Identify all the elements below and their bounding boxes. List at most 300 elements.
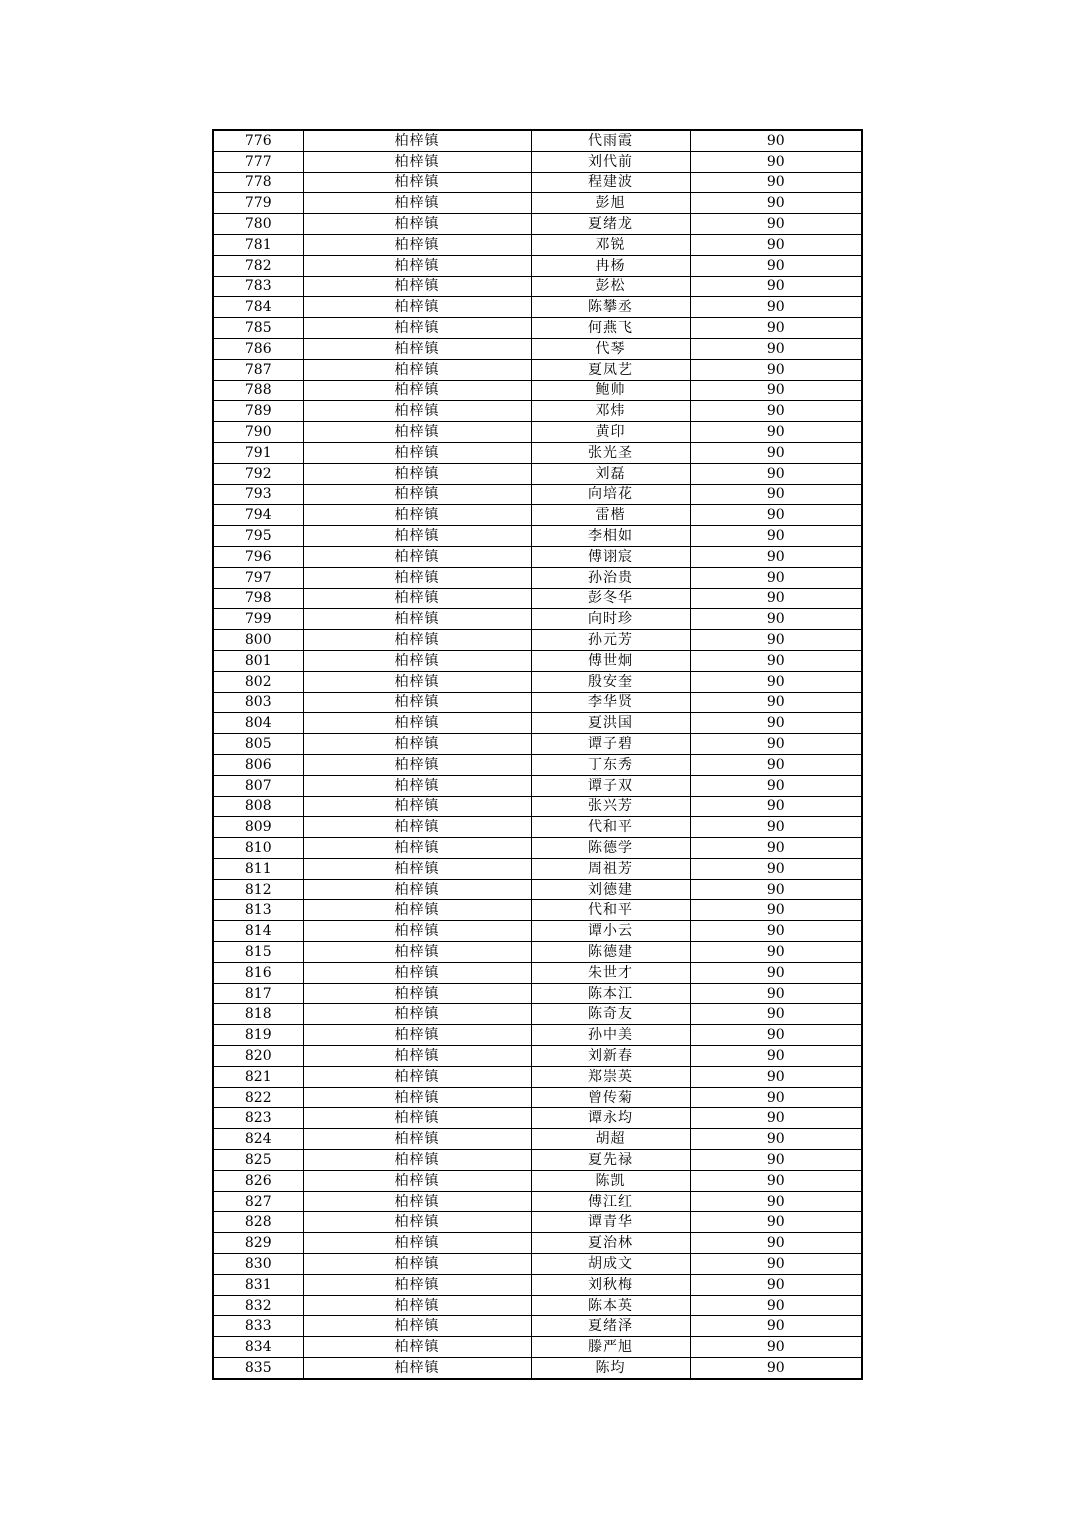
row-number-cell: 811 xyxy=(213,858,303,879)
score-cell: 90 xyxy=(690,983,862,1004)
table-row xyxy=(213,796,862,817)
town-cell: 柏梓镇 xyxy=(303,380,531,401)
town-cell: 柏梓镇 xyxy=(303,1191,531,1212)
table-row xyxy=(213,1191,862,1212)
row-number-cell: 823 xyxy=(213,1108,303,1129)
town-cell: 柏梓镇 xyxy=(303,1129,531,1150)
town-cell: 柏梓镇 xyxy=(303,1108,531,1129)
score-cell: 90 xyxy=(690,1358,862,1379)
score-cell: 90 xyxy=(690,942,862,963)
person-name-cell: 鲍帅 xyxy=(531,380,690,401)
row-number-cell: 821 xyxy=(213,1066,303,1087)
score-cell: 90 xyxy=(690,151,862,172)
row-number-cell: 788 xyxy=(213,380,303,401)
town-cell: 柏梓镇 xyxy=(303,796,531,817)
town-cell: 柏梓镇 xyxy=(303,193,531,214)
table-row xyxy=(213,858,862,879)
town-cell: 柏梓镇 xyxy=(303,713,531,734)
town-cell: 柏梓镇 xyxy=(303,609,531,630)
town-cell: 柏梓镇 xyxy=(303,817,531,838)
score-cell: 90 xyxy=(690,1191,862,1212)
table-row xyxy=(213,1254,862,1275)
town-cell: 柏梓镇 xyxy=(303,505,531,526)
person-name-cell: 代和平 xyxy=(531,900,690,921)
person-name-cell: 朱世才 xyxy=(531,962,690,983)
person-name-cell: 郑崇英 xyxy=(531,1066,690,1087)
table-row xyxy=(213,1129,862,1150)
score-cell: 90 xyxy=(690,338,862,359)
score-cell: 90 xyxy=(690,796,862,817)
row-number-cell: 802 xyxy=(213,671,303,692)
score-cell: 90 xyxy=(690,1150,862,1171)
table-row xyxy=(213,817,862,838)
row-number-cell: 825 xyxy=(213,1150,303,1171)
person-name-cell: 邓炜 xyxy=(531,401,690,422)
score-cell: 90 xyxy=(690,671,862,692)
row-number-cell: 832 xyxy=(213,1295,303,1316)
score-cell: 90 xyxy=(690,442,862,463)
row-number-cell: 822 xyxy=(213,1087,303,1108)
row-number-cell: 820 xyxy=(213,1046,303,1067)
table-row xyxy=(213,900,862,921)
town-cell: 柏梓镇 xyxy=(303,359,531,380)
score-cell: 90 xyxy=(690,609,862,630)
person-name-cell: 傅世炯 xyxy=(531,650,690,671)
score-cell: 90 xyxy=(690,234,862,255)
town-cell: 柏梓镇 xyxy=(303,276,531,297)
person-name-cell: 陈德学 xyxy=(531,838,690,859)
town-cell: 柏梓镇 xyxy=(303,900,531,921)
row-number-cell: 786 xyxy=(213,338,303,359)
score-cell: 90 xyxy=(690,193,862,214)
row-number-cell: 826 xyxy=(213,1170,303,1191)
table-row xyxy=(213,775,862,796)
person-name-cell: 谭子双 xyxy=(531,775,690,796)
table-row xyxy=(213,692,862,713)
table-row xyxy=(213,1212,862,1233)
row-number-cell: 827 xyxy=(213,1191,303,1212)
town-cell: 柏梓镇 xyxy=(303,1233,531,1254)
row-number-cell: 791 xyxy=(213,442,303,463)
score-cell: 90 xyxy=(690,463,862,484)
score-cell: 90 xyxy=(690,962,862,983)
row-number-cell: 828 xyxy=(213,1212,303,1233)
town-cell: 柏梓镇 xyxy=(303,1254,531,1275)
person-name-cell: 谭子碧 xyxy=(531,734,690,755)
person-name-cell: 彭松 xyxy=(531,276,690,297)
score-cell: 90 xyxy=(690,1274,862,1295)
row-number-cell: 810 xyxy=(213,838,303,859)
table-row xyxy=(213,234,862,255)
table-row xyxy=(213,442,862,463)
row-number-cell: 797 xyxy=(213,567,303,588)
score-cell: 90 xyxy=(690,1295,862,1316)
row-number-cell: 834 xyxy=(213,1337,303,1358)
table-row xyxy=(213,1025,862,1046)
town-cell: 柏梓镇 xyxy=(303,1337,531,1358)
row-number-cell: 796 xyxy=(213,546,303,567)
table-row xyxy=(213,151,862,172)
score-cell: 90 xyxy=(690,817,862,838)
row-number-cell: 787 xyxy=(213,359,303,380)
score-cell: 90 xyxy=(690,650,862,671)
row-number-cell: 781 xyxy=(213,234,303,255)
score-cell: 90 xyxy=(690,588,862,609)
table-row xyxy=(213,588,862,609)
town-cell: 柏梓镇 xyxy=(303,1046,531,1067)
person-name-cell: 谭永均 xyxy=(531,1108,690,1129)
town-cell: 柏梓镇 xyxy=(303,921,531,942)
town-cell: 柏梓镇 xyxy=(303,1358,531,1379)
table-row xyxy=(213,879,862,900)
town-cell: 柏梓镇 xyxy=(303,1316,531,1337)
person-name-cell: 代琴 xyxy=(531,338,690,359)
town-cell: 柏梓镇 xyxy=(303,214,531,235)
town-cell: 柏梓镇 xyxy=(303,671,531,692)
score-cell: 90 xyxy=(690,1170,862,1191)
table-row xyxy=(213,1274,862,1295)
person-name-cell: 傅诩宸 xyxy=(531,546,690,567)
table-row xyxy=(213,983,862,1004)
row-number-cell: 809 xyxy=(213,817,303,838)
table-row xyxy=(213,484,862,505)
row-number-cell: 814 xyxy=(213,921,303,942)
table-row xyxy=(213,276,862,297)
person-name-cell: 夏凤艺 xyxy=(531,359,690,380)
table-row xyxy=(213,671,862,692)
town-cell: 柏梓镇 xyxy=(303,1025,531,1046)
town-cell: 柏梓镇 xyxy=(303,1212,531,1233)
score-cell: 90 xyxy=(690,297,862,318)
person-name-cell: 陈本江 xyxy=(531,983,690,1004)
person-name-cell: 陈奇友 xyxy=(531,1004,690,1025)
person-name-cell: 陈德建 xyxy=(531,942,690,963)
town-cell: 柏梓镇 xyxy=(303,650,531,671)
score-cell: 90 xyxy=(690,422,862,443)
table-row xyxy=(213,193,862,214)
town-cell: 柏梓镇 xyxy=(303,338,531,359)
person-name-cell: 孙元芳 xyxy=(531,630,690,651)
town-cell: 柏梓镇 xyxy=(303,442,531,463)
row-number-cell: 778 xyxy=(213,172,303,193)
row-number-cell: 801 xyxy=(213,650,303,671)
score-cell: 90 xyxy=(690,1004,862,1025)
row-number-cell: 789 xyxy=(213,401,303,422)
row-number-cell: 776 xyxy=(213,130,303,151)
row-number-cell: 806 xyxy=(213,754,303,775)
score-cell: 90 xyxy=(690,900,862,921)
town-cell: 柏梓镇 xyxy=(303,942,531,963)
score-cell: 90 xyxy=(690,1025,862,1046)
score-cell: 90 xyxy=(690,401,862,422)
town-cell: 柏梓镇 xyxy=(303,1087,531,1108)
table-row xyxy=(213,1046,862,1067)
score-cell: 90 xyxy=(690,1046,862,1067)
town-cell: 柏梓镇 xyxy=(303,463,531,484)
table-row xyxy=(213,297,862,318)
score-cell: 90 xyxy=(690,713,862,734)
person-name-cell: 陈均 xyxy=(531,1358,690,1379)
row-number-cell: 815 xyxy=(213,942,303,963)
score-cell: 90 xyxy=(690,1129,862,1150)
town-cell: 柏梓镇 xyxy=(303,858,531,879)
row-number-cell: 817 xyxy=(213,983,303,1004)
row-number-cell: 800 xyxy=(213,630,303,651)
score-cell: 90 xyxy=(690,1066,862,1087)
row-number-cell: 798 xyxy=(213,588,303,609)
score-cell: 90 xyxy=(690,130,862,151)
row-number-cell: 813 xyxy=(213,900,303,921)
table-row xyxy=(213,921,862,942)
row-number-cell: 819 xyxy=(213,1025,303,1046)
score-cell: 90 xyxy=(690,255,862,276)
person-name-cell: 代雨霞 xyxy=(531,130,690,151)
score-cell: 90 xyxy=(690,775,862,796)
row-number-cell: 803 xyxy=(213,692,303,713)
score-cell: 90 xyxy=(690,1233,862,1254)
town-cell: 柏梓镇 xyxy=(303,775,531,796)
row-number-cell: 816 xyxy=(213,962,303,983)
score-cell: 90 xyxy=(690,318,862,339)
town-cell: 柏梓镇 xyxy=(303,546,531,567)
town-cell: 柏梓镇 xyxy=(303,1004,531,1025)
person-name-cell: 张光圣 xyxy=(531,442,690,463)
town-cell: 柏梓镇 xyxy=(303,151,531,172)
person-name-cell: 夏治林 xyxy=(531,1233,690,1254)
score-cell: 90 xyxy=(690,505,862,526)
row-number-cell: 804 xyxy=(213,713,303,734)
town-cell: 柏梓镇 xyxy=(303,588,531,609)
person-name-cell: 程建波 xyxy=(531,172,690,193)
person-name-cell: 向培花 xyxy=(531,484,690,505)
table-row xyxy=(213,172,862,193)
town-cell: 柏梓镇 xyxy=(303,567,531,588)
person-name-cell: 刘新春 xyxy=(531,1046,690,1067)
table-row xyxy=(213,255,862,276)
score-cell: 90 xyxy=(690,359,862,380)
roster-table xyxy=(212,129,863,1380)
table-row xyxy=(213,463,862,484)
table-row xyxy=(213,318,862,339)
score-cell: 90 xyxy=(690,692,862,713)
row-number-cell: 780 xyxy=(213,214,303,235)
person-name-cell: 殷安奎 xyxy=(531,671,690,692)
town-cell: 柏梓镇 xyxy=(303,962,531,983)
table-row xyxy=(213,713,862,734)
person-name-cell: 代和平 xyxy=(531,817,690,838)
score-cell: 90 xyxy=(690,1212,862,1233)
score-cell: 90 xyxy=(690,921,862,942)
table-row xyxy=(213,1337,862,1358)
person-name-cell: 孙中美 xyxy=(531,1025,690,1046)
town-cell: 柏梓镇 xyxy=(303,297,531,318)
person-name-cell: 邓锐 xyxy=(531,234,690,255)
score-cell: 90 xyxy=(690,380,862,401)
table-row xyxy=(213,1295,862,1316)
row-number-cell: 793 xyxy=(213,484,303,505)
person-name-cell: 孙治贵 xyxy=(531,567,690,588)
person-name-cell: 李相如 xyxy=(531,526,690,547)
table-row xyxy=(213,380,862,401)
score-cell: 90 xyxy=(690,1337,862,1358)
row-number-cell: 777 xyxy=(213,151,303,172)
row-number-cell: 807 xyxy=(213,775,303,796)
table-row xyxy=(213,338,862,359)
table-row xyxy=(213,422,862,443)
row-number-cell: 829 xyxy=(213,1233,303,1254)
person-name-cell: 夏洪国 xyxy=(531,713,690,734)
table-row xyxy=(213,650,862,671)
person-name-cell: 陈本英 xyxy=(531,1295,690,1316)
score-cell: 90 xyxy=(690,526,862,547)
table-row xyxy=(213,1004,862,1025)
person-name-cell: 傅江红 xyxy=(531,1191,690,1212)
town-cell: 柏梓镇 xyxy=(303,754,531,775)
person-name-cell: 胡超 xyxy=(531,1129,690,1150)
town-cell: 柏梓镇 xyxy=(303,879,531,900)
row-number-cell: 818 xyxy=(213,1004,303,1025)
score-cell: 90 xyxy=(690,484,862,505)
row-number-cell: 792 xyxy=(213,463,303,484)
table-row xyxy=(213,546,862,567)
row-number-cell: 824 xyxy=(213,1129,303,1150)
person-name-cell: 谭青华 xyxy=(531,1212,690,1233)
person-name-cell: 陈攀丞 xyxy=(531,297,690,318)
table-row xyxy=(213,1170,862,1191)
town-cell: 柏梓镇 xyxy=(303,1170,531,1191)
person-name-cell: 夏先禄 xyxy=(531,1150,690,1171)
town-cell: 柏梓镇 xyxy=(303,234,531,255)
town-cell: 柏梓镇 xyxy=(303,255,531,276)
town-cell: 柏梓镇 xyxy=(303,526,531,547)
score-cell: 90 xyxy=(690,879,862,900)
score-cell: 90 xyxy=(690,276,862,297)
town-cell: 柏梓镇 xyxy=(303,734,531,755)
person-name-cell: 谭小云 xyxy=(531,921,690,942)
table-row xyxy=(213,1233,862,1254)
row-number-cell: 799 xyxy=(213,609,303,630)
town-cell: 柏梓镇 xyxy=(303,838,531,859)
person-name-cell: 夏绪龙 xyxy=(531,214,690,235)
row-number-cell: 805 xyxy=(213,734,303,755)
row-number-cell: 812 xyxy=(213,879,303,900)
person-name-cell: 曾传菊 xyxy=(531,1087,690,1108)
score-cell: 90 xyxy=(690,734,862,755)
town-cell: 柏梓镇 xyxy=(303,1274,531,1295)
table-row xyxy=(213,214,862,235)
table-row xyxy=(213,942,862,963)
town-cell: 柏梓镇 xyxy=(303,1295,531,1316)
row-number-cell: 808 xyxy=(213,796,303,817)
person-name-cell: 陈凯 xyxy=(531,1170,690,1191)
table-row xyxy=(213,1087,862,1108)
table-row xyxy=(213,754,862,775)
person-name-cell: 丁东秀 xyxy=(531,754,690,775)
score-cell: 90 xyxy=(690,754,862,775)
row-number-cell: 779 xyxy=(213,193,303,214)
person-name-cell: 雷楷 xyxy=(531,505,690,526)
row-number-cell: 795 xyxy=(213,526,303,547)
score-cell: 90 xyxy=(690,567,862,588)
person-name-cell: 何燕飞 xyxy=(531,318,690,339)
person-name-cell: 滕严旭 xyxy=(531,1337,690,1358)
row-number-cell: 784 xyxy=(213,297,303,318)
score-cell: 90 xyxy=(690,214,862,235)
town-cell: 柏梓镇 xyxy=(303,401,531,422)
table-row xyxy=(213,609,862,630)
table-row xyxy=(213,130,862,151)
table-row xyxy=(213,1066,862,1087)
town-cell: 柏梓镇 xyxy=(303,1150,531,1171)
town-cell: 柏梓镇 xyxy=(303,318,531,339)
score-cell: 90 xyxy=(690,1316,862,1337)
row-number-cell: 794 xyxy=(213,505,303,526)
town-cell: 柏梓镇 xyxy=(303,422,531,443)
person-name-cell: 李华贤 xyxy=(531,692,690,713)
table-row xyxy=(213,630,862,651)
town-cell: 柏梓镇 xyxy=(303,1066,531,1087)
person-name-cell: 刘磊 xyxy=(531,463,690,484)
row-number-cell: 831 xyxy=(213,1274,303,1295)
row-number-cell: 782 xyxy=(213,255,303,276)
town-cell: 柏梓镇 xyxy=(303,172,531,193)
table-row xyxy=(213,1150,862,1171)
table-row xyxy=(213,359,862,380)
table-row xyxy=(213,838,862,859)
person-name-cell: 周祖芳 xyxy=(531,858,690,879)
person-name-cell: 胡成文 xyxy=(531,1254,690,1275)
score-cell: 90 xyxy=(690,1108,862,1129)
person-name-cell: 刘代前 xyxy=(531,151,690,172)
score-cell: 90 xyxy=(690,630,862,651)
table-row xyxy=(213,1316,862,1337)
person-name-cell: 彭冬华 xyxy=(531,588,690,609)
row-number-cell: 830 xyxy=(213,1254,303,1275)
table-row xyxy=(213,401,862,422)
town-cell: 柏梓镇 xyxy=(303,130,531,151)
roster-table-body xyxy=(213,130,862,1379)
person-name-cell: 刘德建 xyxy=(531,879,690,900)
town-cell: 柏梓镇 xyxy=(303,983,531,1004)
row-number-cell: 790 xyxy=(213,422,303,443)
person-name-cell: 张兴芳 xyxy=(531,796,690,817)
score-cell: 90 xyxy=(690,172,862,193)
row-number-cell: 835 xyxy=(213,1358,303,1379)
table-row xyxy=(213,1358,862,1379)
person-name-cell: 黄印 xyxy=(531,422,690,443)
row-number-cell: 833 xyxy=(213,1316,303,1337)
row-number-cell: 785 xyxy=(213,318,303,339)
score-cell: 90 xyxy=(690,546,862,567)
score-cell: 90 xyxy=(690,1254,862,1275)
row-number-cell: 783 xyxy=(213,276,303,297)
table-row xyxy=(213,505,862,526)
person-name-cell: 冉杨 xyxy=(531,255,690,276)
score-cell: 90 xyxy=(690,1087,862,1108)
person-name-cell: 刘秋梅 xyxy=(531,1274,690,1295)
score-cell: 90 xyxy=(690,838,862,859)
table-row xyxy=(213,962,862,983)
table-row xyxy=(213,567,862,588)
table-row xyxy=(213,734,862,755)
town-cell: 柏梓镇 xyxy=(303,630,531,651)
town-cell: 柏梓镇 xyxy=(303,484,531,505)
table-row xyxy=(213,526,862,547)
person-name-cell: 向时珍 xyxy=(531,609,690,630)
person-name-cell: 彭旭 xyxy=(531,193,690,214)
town-cell: 柏梓镇 xyxy=(303,692,531,713)
score-cell: 90 xyxy=(690,858,862,879)
